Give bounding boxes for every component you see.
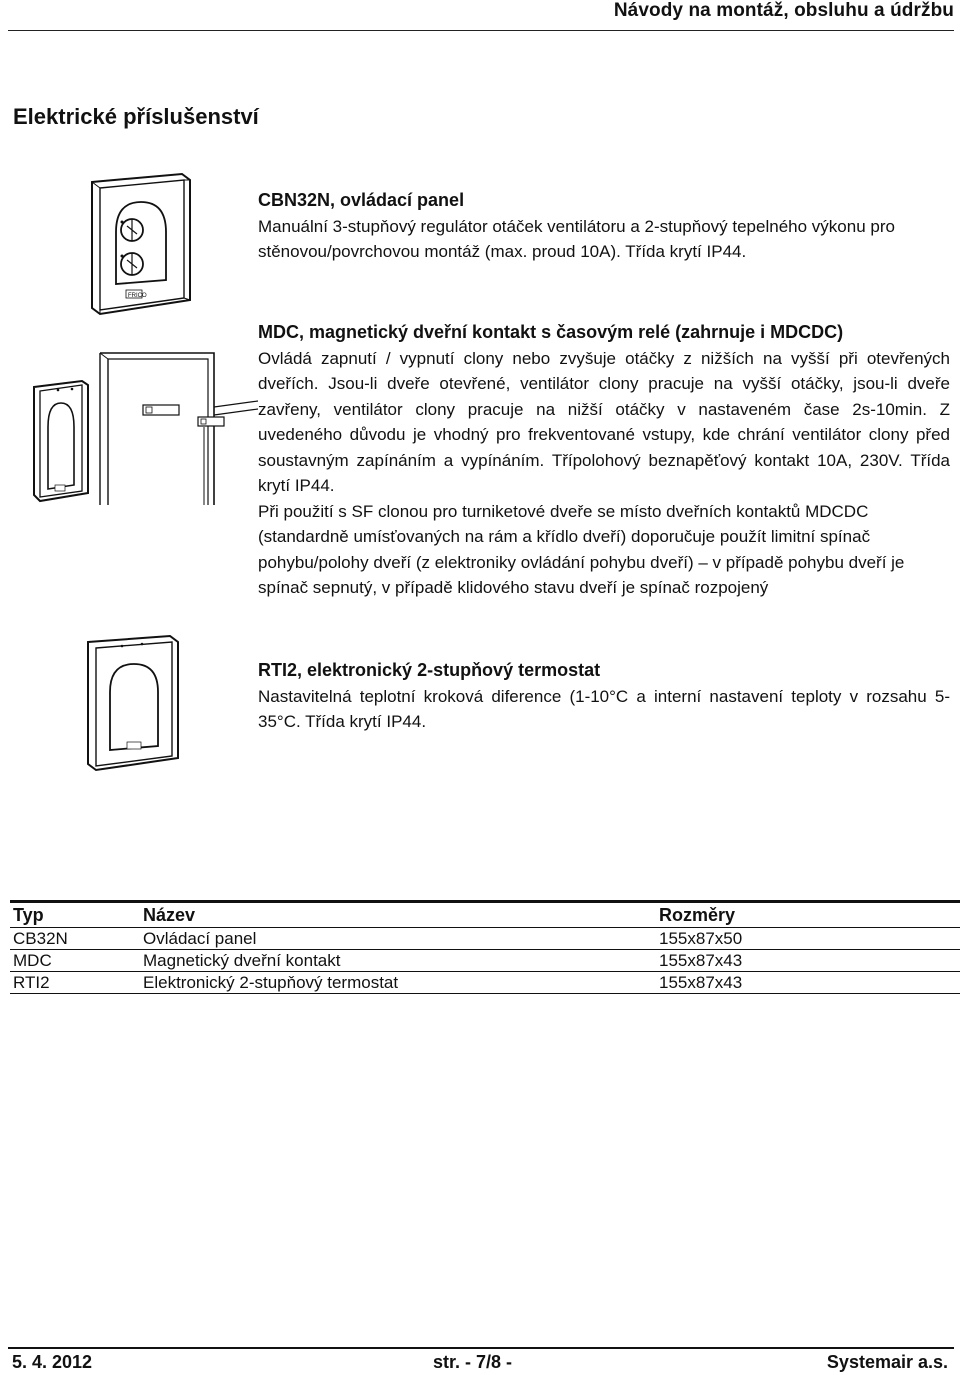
cell-type: RTI2: [10, 972, 140, 994]
column-header-name: Název: [140, 902, 656, 928]
cell-dimensions: 155x87x50: [656, 928, 960, 950]
table-header-row: [10, 902, 960, 928]
spec-table: [10, 900, 960, 994]
block-mdc: [258, 320, 950, 601]
frico-logo: FRICO: [128, 293, 147, 299]
cell-name: Magnetický dveřní kontakt: [140, 950, 656, 972]
block-body-note: Při použití s SF clonou pro turniketové dveře se místo dveřních kontaktů MDCDC (standardně umísťovaných na rám a křídlo dveří) doporučuje použít limitní spínač pohybu/polohy dveří (z elektroniky ovládání pohybu dveří) – v případě pohybu dveří je spínač sepnutý, v případě klidového stavu dveří je spínač rozpojený: [258, 501, 905, 597]
block-title: MDC, magnetický dveřní kontakt s časovým relé (zahrnuje i MDCDC): [258, 322, 844, 342]
door-contact-illustration: [28, 345, 258, 505]
footer-date: 5. 4. 2012: [12, 1352, 93, 1372]
table-row: [10, 972, 960, 994]
cell-name: Elektronický 2-stupňový termostat: [140, 972, 656, 994]
cell-type: CB32N: [10, 928, 140, 950]
block-title: RTI2, elektronický 2-stupňový termostat: [258, 660, 601, 680]
footer-divider: [8, 1347, 954, 1349]
footer-page-number: str. - 7/8 -: [433, 1352, 513, 1372]
control-panel-illustration: [86, 172, 196, 318]
footer-company: Systemair a.s.: [826, 1352, 948, 1372]
cell-dimensions: 155x87x43: [656, 950, 960, 972]
cell-dimensions: 155x87x43: [656, 972, 960, 994]
block-body: Ovládá zapnutí / vypnutí clony nebo zvyšuje otáčky z nižších na vyšší při otevřených dveřích. Jsou-li dveře otevřené, ventilátor clony pracuje na vyšší otáčky, jsou-li dveře zavřeny, ventilátor clony pracuje na nižší otáčky v nastaveném čase 2s-10min. Z uvedeného důvodu je vhodný pro frekventované vstupy, kde chrání ventilátor clony před soustavným zapínáním a vypínáním. Třípolohový beznapěťový kontakt 10A, 230V. Třída krytí IP44.: [258, 348, 950, 495]
page-header-title: Návody na montáž, obsluhu a údržbu: [613, 0, 954, 21]
header-divider: [8, 30, 954, 31]
table-row: [10, 928, 960, 950]
block-body: Nastavitelná teplotní kroková diference (1-10°C a interní nastavení teploty v rozsahu 5-35°C. Třída krytí IP44.: [258, 686, 950, 731]
block-rti2: [258, 658, 950, 735]
thermostat-illustration: [82, 632, 182, 774]
column-header-type: Typ: [10, 902, 140, 928]
block-cbn32n: [258, 188, 950, 265]
cell-type: MDC: [10, 950, 140, 972]
cell-name: Ovládací panel: [140, 928, 656, 950]
block-body: Manuální 3-stupňový regulátor otáček ventilátoru a 2-stupňový tepelného výkonu pro stěnovou/povrchovou montáž (max. proud 10A). Třída krytí IP44.: [258, 216, 895, 261]
block-title: CBN32N, ovládací panel: [258, 190, 465, 210]
column-header-dimensions: Rozměry: [656, 902, 960, 928]
section-title: Elektrické příslušenství: [13, 104, 259, 129]
table-row: [10, 950, 960, 972]
